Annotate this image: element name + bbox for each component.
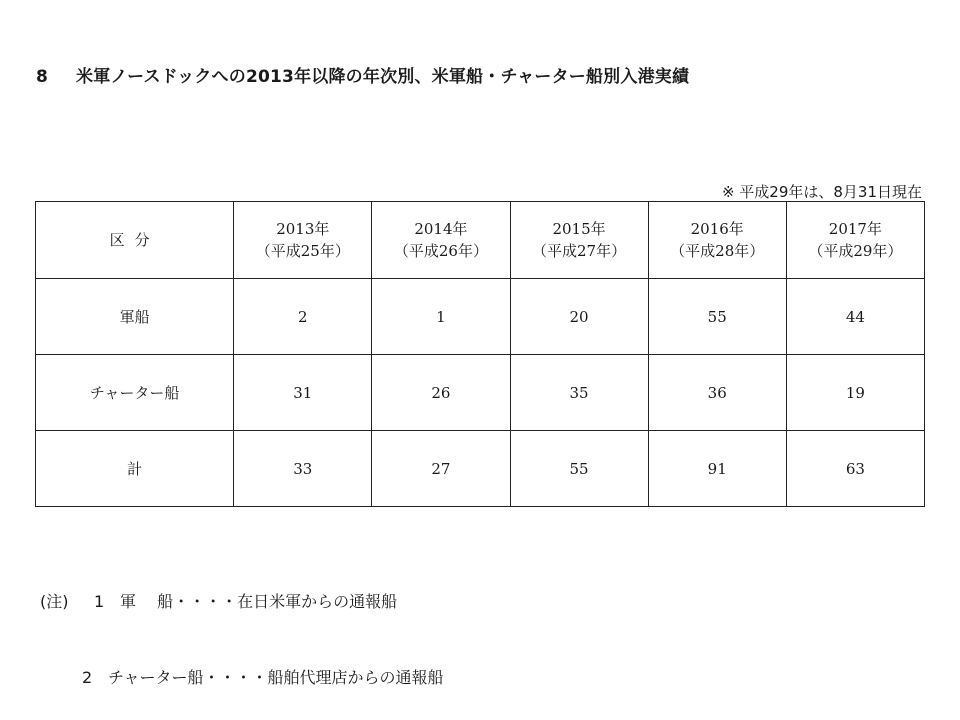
header-year-2013 <box>234 202 372 279</box>
page-title <box>36 62 689 87</box>
row-label: 計 <box>36 431 234 507</box>
section-number: 8 <box>36 67 49 87</box>
table-cell: 19 <box>786 355 924 431</box>
table-cell: 27 <box>372 431 510 507</box>
table-row-total <box>36 431 925 507</box>
footnote-text: 軍 船・・・・在日米軍からの通報船 <box>120 592 398 611</box>
table-cell: 55 <box>510 431 648 507</box>
header-year: 2014年 <box>414 219 468 238</box>
header-era: （平成29年） <box>808 242 903 260</box>
table-cell: 33 <box>234 431 372 507</box>
header-year-2016 <box>648 202 786 279</box>
table-row-charter-ship <box>36 355 925 431</box>
header-category: 区分 <box>36 202 234 279</box>
footnote-text: チャーター船・・・・船舶代理店からの通報船 <box>108 668 444 687</box>
footnote-number: 2 <box>82 668 93 687</box>
footnote-number: 1 <box>94 592 105 611</box>
table-cell: 31 <box>234 355 372 431</box>
header-year: 2015年 <box>552 219 606 238</box>
table-cell: 63 <box>786 431 924 507</box>
table-cell: 2 <box>234 279 372 355</box>
table-cell: 1 <box>372 279 510 355</box>
header-year-2015 <box>510 202 648 279</box>
port-entry-table <box>35 201 925 507</box>
table-header-row <box>36 202 925 279</box>
header-era: （平成27年） <box>532 242 627 260</box>
table-cell: 26 <box>372 355 510 431</box>
table-cell: 36 <box>648 355 786 431</box>
table-cell: 91 <box>648 431 786 507</box>
header-year-2017 <box>786 202 924 279</box>
row-label: 軍船 <box>36 279 234 355</box>
as-of-note: ※ 平成29年は、8月31日現在 <box>721 183 922 201</box>
header-era: （平成25年） <box>255 242 350 260</box>
header-year-2014 <box>372 202 510 279</box>
header-year: 2013年 <box>276 219 330 238</box>
table-cell: 20 <box>510 279 648 355</box>
footnote-prefix: (注) <box>40 592 69 611</box>
footnote-1 <box>40 589 397 612</box>
table-cell: 35 <box>510 355 648 431</box>
table-cell: 44 <box>786 279 924 355</box>
title-text: 米軍ノースドックへの2013年以降の年次別、米軍船・チャーター船別入港実績 <box>76 67 690 87</box>
row-label: チャーター船 <box>36 355 234 431</box>
header-year: 2017年 <box>828 219 882 238</box>
header-era: （平成28年） <box>670 242 765 260</box>
table-cell: 55 <box>648 279 786 355</box>
footnote-2 <box>82 665 444 688</box>
header-year: 2016年 <box>690 219 744 238</box>
table-row-military-ship <box>36 279 925 355</box>
header-era: （平成26年） <box>393 242 488 260</box>
